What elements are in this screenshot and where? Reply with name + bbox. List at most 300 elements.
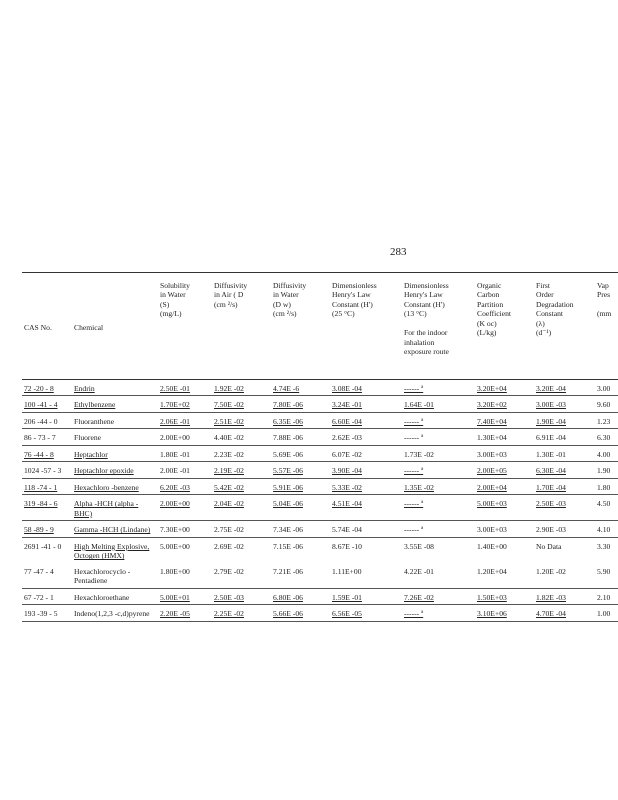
cell-text: 7.50E -02 bbox=[214, 400, 244, 410]
cell-diffusivity-air bbox=[212, 412, 271, 428]
cell-henry-25c bbox=[330, 429, 402, 445]
cell-degradation bbox=[534, 495, 595, 521]
cell-text: 2.04E -02 bbox=[214, 499, 244, 509]
cell-vapor-pressure bbox=[595, 521, 618, 537]
cell-text: 3.00E+03 bbox=[477, 449, 507, 459]
cell-henry-25c bbox=[330, 445, 402, 461]
table-row bbox=[22, 537, 618, 562]
cell-text: 1.59E -01 bbox=[332, 592, 362, 602]
cell-text: Hexachloro -benzene bbox=[74, 482, 139, 492]
cell-diffusivity-air bbox=[212, 478, 271, 494]
cell-chemical bbox=[72, 396, 158, 412]
cell-text: Fluorene bbox=[74, 433, 101, 443]
cell-text: 4.40E -02 bbox=[214, 433, 244, 443]
cell-henry-13c bbox=[402, 588, 475, 604]
cell-henry-13c bbox=[402, 495, 475, 521]
header-line: Order bbox=[536, 290, 554, 300]
cell-cas-no bbox=[22, 605, 72, 621]
cell-text: 193 -39 - 5 bbox=[24, 609, 58, 619]
cell-henry-25c bbox=[330, 380, 402, 396]
cell-text: 6.56E -05 bbox=[332, 609, 362, 619]
cell-koc bbox=[475, 412, 534, 428]
cell-henry-13c bbox=[402, 429, 475, 445]
cell-text: 2.00E+05 bbox=[477, 466, 507, 476]
cell-text: 2.23E -02 bbox=[214, 449, 244, 459]
cell-chemical bbox=[72, 380, 158, 396]
cell-text: 6.20E -03 bbox=[160, 482, 190, 492]
cell-text: 6.30 bbox=[597, 433, 611, 443]
header-line: Partition bbox=[477, 299, 504, 309]
cell-diffusivity-water bbox=[271, 521, 330, 537]
cell-text: 72 -20 - 8 bbox=[24, 384, 54, 393]
table-body bbox=[22, 380, 618, 622]
cell-text: ------ ª bbox=[404, 466, 424, 476]
cell-text: 5.00E+01 bbox=[160, 592, 190, 602]
cell-diffusivity-water bbox=[271, 445, 330, 461]
cell-text: 4.51E -04 bbox=[332, 499, 362, 509]
table-row bbox=[22, 588, 618, 604]
cell-text: 67 -72 - 1 bbox=[24, 592, 54, 602]
cell-vapor-pressure bbox=[595, 588, 618, 604]
cell-text: 100 -41 - 4 bbox=[24, 400, 58, 410]
cell-solubility bbox=[158, 429, 212, 445]
cell-text: 5.42E -02 bbox=[214, 482, 244, 492]
cell-solubility bbox=[158, 537, 212, 562]
cell-text: 1.82E -03 bbox=[536, 592, 566, 602]
cell-koc bbox=[475, 605, 534, 621]
cell-solubility bbox=[158, 495, 212, 521]
cell-henry-13c bbox=[402, 380, 475, 396]
header-line: (L/kg) bbox=[477, 328, 497, 338]
cell-text: 1.64E -01 bbox=[404, 400, 434, 410]
cell-text: 5.74E -04 bbox=[332, 525, 362, 535]
cell-text: 1.92E -02 bbox=[214, 384, 244, 393]
header-line: (S) bbox=[160, 299, 170, 309]
cell-koc bbox=[475, 563, 534, 588]
cell-text: 2.10 bbox=[597, 592, 611, 602]
table-row bbox=[22, 478, 618, 494]
header-cas-no bbox=[22, 273, 72, 380]
cell-text: 2.00E -01 bbox=[160, 466, 190, 476]
cell-cas-no bbox=[22, 521, 72, 537]
cell-text: 1.80 bbox=[597, 482, 611, 492]
header-line: Carbon bbox=[477, 290, 500, 300]
cell-text: 77 -47 - 4 bbox=[24, 566, 54, 576]
header-line: (D w) bbox=[273, 299, 291, 309]
cell-vapor-pressure bbox=[595, 429, 618, 445]
header-line: in Water bbox=[160, 290, 186, 300]
table-row bbox=[22, 445, 618, 461]
cell-text: 2.00E+00 bbox=[160, 433, 190, 443]
cell-text: 5.04E -06 bbox=[273, 499, 303, 509]
cell-solubility bbox=[158, 588, 212, 604]
cell-degradation bbox=[534, 537, 595, 562]
chemical-properties-table bbox=[22, 272, 618, 732]
header-line: exposure route bbox=[404, 347, 449, 357]
header-line: (mg/L) bbox=[160, 309, 182, 319]
cell-henry-13c bbox=[402, 521, 475, 537]
cell-henry-13c bbox=[402, 563, 475, 588]
cell-henry-13c bbox=[402, 445, 475, 461]
cell-henry-25c bbox=[330, 537, 402, 562]
cell-diffusivity-air bbox=[212, 521, 271, 537]
cell-henry-25c bbox=[330, 478, 402, 494]
cell-text: 3.10E+06 bbox=[477, 609, 507, 619]
cell-chemical bbox=[72, 412, 158, 428]
header-diffusivity-air bbox=[212, 273, 271, 380]
cell-degradation bbox=[534, 605, 595, 621]
table-row bbox=[22, 429, 618, 445]
cell-text: 2.50E -03 bbox=[214, 592, 244, 602]
header-line bbox=[404, 319, 473, 328]
cell-diffusivity-water bbox=[271, 563, 330, 588]
cell-chemical bbox=[72, 537, 158, 562]
cell-text: 7.88E -06 bbox=[273, 433, 303, 443]
cell-koc bbox=[475, 588, 534, 604]
cell-text: 1.00 bbox=[597, 609, 611, 619]
cell-text: 9.60 bbox=[597, 400, 611, 410]
cell-henry-25c bbox=[330, 495, 402, 521]
table-header bbox=[22, 273, 618, 380]
cell-text: 7.30E+00 bbox=[160, 525, 190, 535]
cell-text: 1.30E -01 bbox=[536, 449, 566, 459]
table-row bbox=[22, 412, 618, 428]
cell-diffusivity-water bbox=[271, 462, 330, 478]
cell-degradation bbox=[534, 412, 595, 428]
cell-text: 5.66E -06 bbox=[273, 609, 303, 619]
cell-text: 206 -44 - 0 bbox=[24, 416, 58, 426]
cell-chemical bbox=[72, 445, 158, 461]
cell-vapor-pressure bbox=[595, 412, 618, 428]
cell-vapor-pressure bbox=[595, 537, 618, 562]
cell-text: ------ ª bbox=[404, 609, 424, 619]
cell-diffusivity-air bbox=[212, 462, 271, 478]
cell-chemical bbox=[72, 588, 158, 604]
cell-text: 5.91E -06 bbox=[273, 482, 303, 492]
cell-text: 7.34E -06 bbox=[273, 525, 303, 535]
cell-text: 1.90E -04 bbox=[536, 416, 566, 426]
cell-solubility bbox=[158, 521, 212, 537]
cell-henry-25c bbox=[330, 521, 402, 537]
cell-text: 2.62E -03 bbox=[332, 433, 362, 443]
cell-text: ------ ª bbox=[404, 433, 424, 443]
cell-diffusivity-air bbox=[212, 429, 271, 445]
cell-degradation bbox=[534, 396, 595, 412]
header-solubility bbox=[158, 273, 212, 380]
cell-text: 2.25E -02 bbox=[214, 609, 244, 619]
cell-text: 3.55E -08 bbox=[404, 541, 434, 551]
cell-diffusivity-water bbox=[271, 605, 330, 621]
cell-henry-13c bbox=[402, 412, 475, 428]
cell-text: 58 -89 - 9 bbox=[24, 525, 54, 535]
cell-koc bbox=[475, 521, 534, 537]
header-line: Coefficient bbox=[477, 309, 512, 319]
cell-diffusivity-water bbox=[271, 495, 330, 521]
header-line: inhalation bbox=[404, 337, 435, 347]
table-row bbox=[22, 605, 618, 621]
cell-text: 2691 -41 - 0 bbox=[24, 541, 62, 551]
header-line: in Water bbox=[273, 290, 299, 300]
header-line: (25 °C) bbox=[332, 309, 355, 319]
cell-koc bbox=[475, 537, 534, 562]
cell-diffusivity-air bbox=[212, 563, 271, 588]
cell-text: 2.75E -02 bbox=[214, 525, 244, 535]
cell-cas-no bbox=[22, 563, 72, 588]
header-line: Degradation bbox=[536, 299, 574, 309]
table-row bbox=[22, 462, 618, 478]
cell-text: ------ ª bbox=[404, 416, 424, 426]
cell-text: 2.00E+04 bbox=[477, 482, 507, 492]
header-line: Dimensionless bbox=[404, 281, 449, 290]
cell-text: 4.50 bbox=[597, 499, 611, 509]
header-line: (cm ²/s) bbox=[273, 309, 297, 319]
cell-text: 2.06E -01 bbox=[160, 416, 190, 426]
cell-chemical bbox=[72, 495, 158, 521]
cell-text: 6.30E -04 bbox=[536, 466, 566, 476]
cell-text: 3.24E -01 bbox=[332, 400, 362, 410]
cell-solubility bbox=[158, 478, 212, 494]
cell-text: 2.50E -01 bbox=[160, 384, 190, 393]
header-line: in Air ( D bbox=[214, 290, 244, 300]
cell-diffusivity-water bbox=[271, 380, 330, 396]
cell-text: 2.50E -03 bbox=[536, 499, 566, 509]
header-line: Constant bbox=[536, 309, 564, 319]
cell-text: Gamma -HCH (Lindane) bbox=[74, 525, 151, 535]
cell-vapor-pressure bbox=[595, 495, 618, 521]
cell-diffusivity-water bbox=[271, 429, 330, 445]
cell-diffusivity-water bbox=[271, 588, 330, 604]
cell-solubility bbox=[158, 396, 212, 412]
table-row bbox=[22, 396, 618, 412]
header-line: (K oc) bbox=[477, 318, 497, 328]
cell-cas-no bbox=[22, 396, 72, 412]
cell-text: Endrin bbox=[74, 384, 95, 393]
cell-chemical bbox=[72, 521, 158, 537]
cell-text: 6.60E -04 bbox=[332, 416, 362, 426]
cell-text: 3.20E -04 bbox=[536, 384, 566, 393]
cell-text: 2.90E -03 bbox=[536, 525, 566, 535]
cell-chemical bbox=[72, 605, 158, 621]
table-row bbox=[22, 380, 618, 396]
cell-text: 1.70E -04 bbox=[536, 482, 566, 492]
cell-koc bbox=[475, 462, 534, 478]
cell-text: 118 -74 - 1 bbox=[24, 482, 58, 492]
cell-henry-13c bbox=[402, 462, 475, 478]
cell-henry-13c bbox=[402, 537, 475, 562]
cell-vapor-pressure bbox=[595, 445, 618, 461]
header-line: First bbox=[536, 281, 550, 290]
cell-text: 2.51E -02 bbox=[214, 416, 244, 426]
cell-henry-25c bbox=[330, 412, 402, 428]
cell-text: 1.80E -01 bbox=[160, 449, 190, 459]
header-line: Dimensionless bbox=[332, 281, 377, 290]
cell-text: ------ ª bbox=[404, 384, 424, 393]
page-number: 283 bbox=[390, 246, 407, 258]
header-henry-25c bbox=[330, 273, 402, 380]
header-line: (cm ²/s) bbox=[214, 299, 238, 309]
cell-vapor-pressure bbox=[595, 396, 618, 412]
cell-text: 7.26E -02 bbox=[404, 592, 434, 602]
cell-degradation bbox=[534, 429, 595, 445]
cell-text: No Data bbox=[536, 541, 562, 551]
cell-text: Hexachlorocyclo -Pentadiene bbox=[74, 566, 131, 586]
cell-koc bbox=[475, 429, 534, 445]
table-row bbox=[22, 521, 618, 537]
cell-text: 1024 -57 - 3 bbox=[24, 466, 62, 476]
cell-text: 4.74E -6 bbox=[273, 384, 300, 393]
cell-solubility bbox=[158, 445, 212, 461]
cell-solubility bbox=[158, 380, 212, 396]
cell-text: 1.20E+04 bbox=[477, 566, 507, 576]
cell-text: 1.50E+03 bbox=[477, 592, 507, 602]
cell-text: 2.79E -02 bbox=[214, 566, 244, 576]
cell-chemical bbox=[72, 462, 158, 478]
cell-diffusivity-water bbox=[271, 478, 330, 494]
cell-text: 7.40E+04 bbox=[477, 416, 507, 426]
header-line: Organic bbox=[477, 281, 502, 290]
cell-koc bbox=[475, 445, 534, 461]
cell-text: 5.57E -06 bbox=[273, 466, 303, 476]
cell-text: 6.35E -06 bbox=[273, 416, 303, 426]
header-line: Diffusivity bbox=[214, 281, 248, 290]
cell-text: ------ ª bbox=[404, 525, 424, 535]
cell-solubility bbox=[158, 412, 212, 428]
header-chemical bbox=[72, 273, 158, 380]
cell-diffusivity-air bbox=[212, 605, 271, 621]
cell-chemical bbox=[72, 478, 158, 494]
cell-text: 1.80E+00 bbox=[160, 566, 190, 576]
cell-henry-25c bbox=[330, 396, 402, 412]
cell-text: 2.19E -02 bbox=[214, 466, 244, 476]
cell-text: Hexachloroethane bbox=[74, 592, 130, 602]
table-row bbox=[22, 495, 618, 521]
cell-vapor-pressure bbox=[595, 605, 618, 621]
cell-text: 5.00E+03 bbox=[477, 499, 507, 509]
cell-text: 1.35E -02 bbox=[404, 482, 434, 492]
cell-text: 6.80E -06 bbox=[273, 592, 303, 602]
cell-text: 1.40E+00 bbox=[477, 541, 507, 551]
header-line: (mm bbox=[597, 309, 612, 319]
cell-text: 6.91E -04 bbox=[536, 433, 566, 443]
cell-text: 86 - 73 - 7 bbox=[24, 433, 56, 443]
cell-cas-no bbox=[22, 380, 72, 396]
cell-henry-13c bbox=[402, 605, 475, 621]
cell-text: 319 -84 - 6 bbox=[24, 499, 58, 509]
cell-text: 5.33E -02 bbox=[332, 482, 362, 492]
cell-koc bbox=[475, 495, 534, 521]
cell-koc bbox=[475, 380, 534, 396]
cell-henry-25c bbox=[330, 588, 402, 604]
cell-text: 3.90E -04 bbox=[332, 466, 362, 476]
cell-diffusivity-air bbox=[212, 537, 271, 562]
cell-vapor-pressure bbox=[595, 478, 618, 494]
header-line: CAS No. bbox=[24, 323, 52, 333]
cell-diffusivity-air bbox=[212, 396, 271, 412]
cell-degradation bbox=[534, 478, 595, 494]
cell-henry-25c bbox=[330, 563, 402, 588]
cell-diffusivity-water bbox=[271, 396, 330, 412]
cell-text: 1.73E -02 bbox=[404, 449, 434, 459]
cell-text: 1.90 bbox=[597, 466, 611, 476]
header-line: Diffusivity bbox=[273, 281, 307, 290]
cell-text: 2.69E -02 bbox=[214, 541, 244, 551]
header-line: Chemical bbox=[74, 323, 104, 333]
cell-chemical bbox=[72, 563, 158, 588]
cell-solubility bbox=[158, 563, 212, 588]
cell-text: Fluoranthene bbox=[74, 416, 115, 426]
cell-degradation bbox=[534, 588, 595, 604]
header-henry-13c bbox=[402, 273, 475, 380]
cell-text: 5.90 bbox=[597, 566, 611, 576]
cell-text: 3.00E -03 bbox=[536, 400, 566, 410]
header-line: Pres bbox=[597, 290, 611, 300]
cell-text: 2.20E -05 bbox=[160, 609, 190, 619]
cell-text: 4.70E -04 bbox=[536, 609, 566, 619]
cell-diffusivity-air bbox=[212, 445, 271, 461]
header-degradation bbox=[534, 273, 595, 380]
cell-text: Heptachlor bbox=[74, 449, 108, 459]
cell-text: 8.67E -10 bbox=[332, 541, 362, 551]
header-line: Vap bbox=[597, 281, 609, 290]
cell-koc bbox=[475, 478, 534, 494]
cell-text: 4.10 bbox=[597, 525, 611, 535]
cell-text: 7.80E -06 bbox=[273, 400, 303, 410]
cell-diffusivity-water bbox=[271, 537, 330, 562]
cell-cas-no bbox=[22, 495, 72, 521]
cell-henry-25c bbox=[330, 462, 402, 478]
header-line: Henry's Law bbox=[404, 290, 443, 300]
cell-text: 5.00E+00 bbox=[160, 541, 190, 551]
cell-text: 1.70E+02 bbox=[160, 400, 190, 410]
cell-degradation bbox=[534, 462, 595, 478]
header-line: (d⁻¹) bbox=[536, 328, 552, 338]
cell-text: 2.00E+00 bbox=[160, 499, 190, 509]
cell-cas-no bbox=[22, 537, 72, 562]
header-diffusivity-water bbox=[271, 273, 330, 380]
cell-henry-25c bbox=[330, 605, 402, 621]
header-koc bbox=[475, 273, 534, 380]
header-line: Constant (H') bbox=[404, 299, 445, 309]
cell-vapor-pressure bbox=[595, 380, 618, 396]
cell-degradation bbox=[534, 380, 595, 396]
cell-degradation bbox=[534, 521, 595, 537]
cell-text: 76 -44 - 8 bbox=[24, 449, 54, 459]
cell-text: 1.11E+00 bbox=[332, 566, 362, 576]
header-line: For the indoor bbox=[404, 328, 448, 338]
cell-solubility bbox=[158, 605, 212, 621]
cell-cas-no bbox=[22, 429, 72, 445]
cell-text: 3.20E+04 bbox=[477, 384, 507, 393]
cell-koc bbox=[475, 396, 534, 412]
cell-text: 4.00 bbox=[597, 449, 611, 459]
cell-text: 3.00E+03 bbox=[477, 525, 507, 535]
cell-text: 1.30E+04 bbox=[477, 433, 507, 443]
cell-text: 1.23 bbox=[597, 416, 611, 426]
cell-solubility bbox=[158, 462, 212, 478]
header-line: Solubility bbox=[160, 281, 190, 290]
cell-text: Heptachlor epoxide bbox=[74, 466, 134, 476]
cell-diffusivity-air bbox=[212, 380, 271, 396]
cell-text: 4.22E -01 bbox=[404, 566, 434, 576]
cell-cas-no bbox=[22, 462, 72, 478]
cell-degradation bbox=[534, 445, 595, 461]
cell-diffusivity-air bbox=[212, 588, 271, 604]
cell-text: 7.21E -06 bbox=[273, 566, 303, 576]
cell-degradation bbox=[534, 563, 595, 588]
cell-text: Alpha -HCH (alpha -BHC) bbox=[74, 499, 139, 518]
header-vapor-pressure bbox=[595, 273, 618, 380]
cell-diffusivity-water bbox=[271, 412, 330, 428]
